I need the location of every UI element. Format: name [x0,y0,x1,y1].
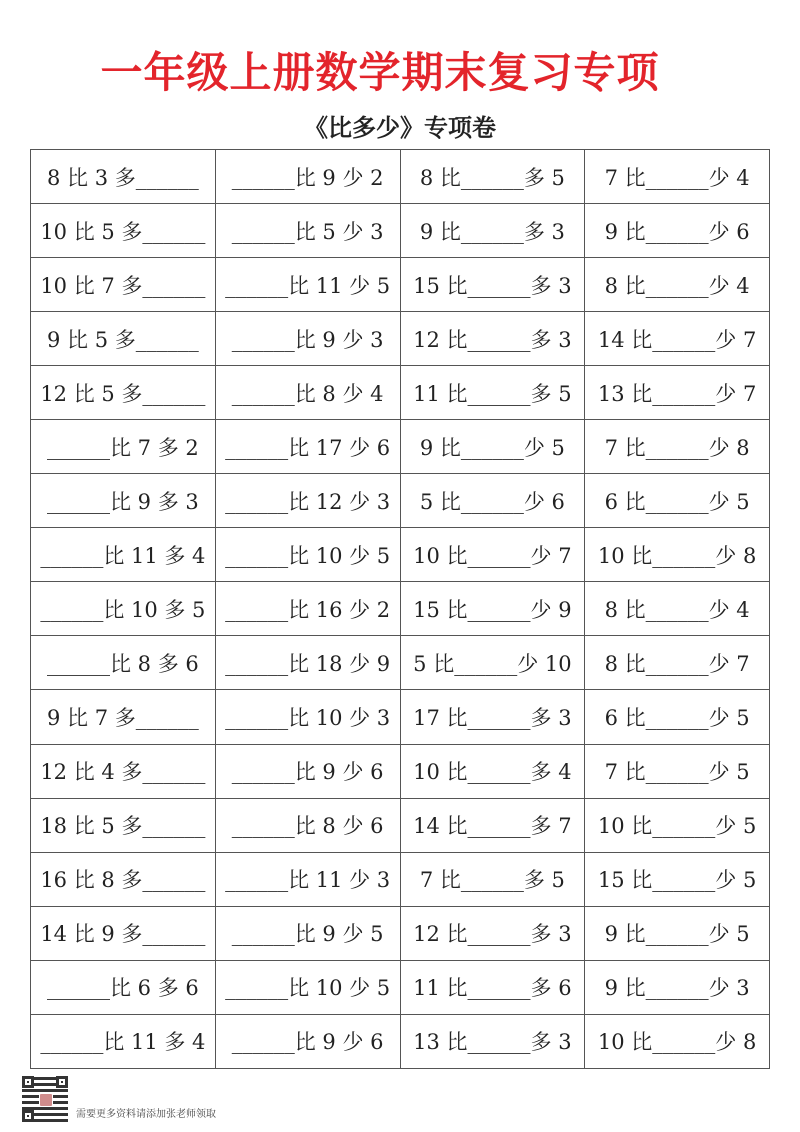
exercise-cell: ______比 11 多 4 [31,528,216,582]
exercise-cell: ______比 5 少 3 [215,204,400,258]
exercise-cell: ______比 9 少 5 [215,906,400,960]
exercise-cell: ______比 10 多 5 [31,582,216,636]
exercise-cell: 14 比 9 多______ [31,906,216,960]
exercise-cell: ______比 17 少 6 [215,420,400,474]
exercise-cell: 10 比______少 7 [400,528,585,582]
table-row [31,798,770,852]
exercise-cell: 8 比______少 7 [585,636,770,690]
exercise-cell: ______比 8 少 6 [215,798,400,852]
exercise-cell: 12 比 4 多______ [31,744,216,798]
table-row [31,582,770,636]
exercise-cell: 13 比______少 7 [585,366,770,420]
exercise-cell: 15 比______少 9 [400,582,585,636]
exercise-cell: 9 比______少 3 [585,960,770,1014]
table-row [31,852,770,906]
exercise-cell: 9 比______多 3 [400,204,585,258]
exercise-cell: ______比 8 多 6 [31,636,216,690]
table-row [31,636,770,690]
exercise-cell: 18 比 5 多______ [31,798,216,852]
exercise-cell: ______比 6 多 6 [31,960,216,1014]
exercise-cell: 17 比______多 3 [400,690,585,744]
table-row [31,690,770,744]
exercise-cell: 8 比______少 4 [585,582,770,636]
exercise-cell: 9 比______少 5 [400,420,585,474]
exercise-cell: ______比 9 少 6 [215,744,400,798]
exercise-cell: 8 比______多 5 [400,150,585,204]
exercise-cell: 9 比 5 多______ [31,312,216,366]
table-row [31,258,770,312]
table-row [31,744,770,798]
exercise-cell: ______比 12 少 3 [215,474,400,528]
exercise-cell: ______比 9 少 6 [215,1014,400,1068]
exercise-cell: 7 比______少 8 [585,420,770,474]
exercise-cell: 10 比______多 4 [400,744,585,798]
qr-code-icon [22,1076,68,1122]
exercise-cell: ______比 18 少 9 [215,636,400,690]
exercise-cell: 12 比______多 3 [400,906,585,960]
table-row [31,150,770,204]
table-row [31,474,770,528]
page-subtitle: 《比多少》专项卷 [304,114,496,142]
exercise-cell: ______比 10 少 5 [215,960,400,1014]
exercise-cell: 10 比______少 5 [585,798,770,852]
exercise-table-body [31,150,770,1069]
footer-text: 需要更多资料请添加张老师领取 [76,1109,216,1120]
exercise-cell: 7 比______多 5 [400,852,585,906]
exercise-cell: 9 比 7 多______ [31,690,216,744]
qr-avatar-icon [39,1093,53,1107]
exercise-cell: ______比 10 少 5 [215,528,400,582]
table-row [31,204,770,258]
exercise-cell: 5 比______少 6 [400,474,585,528]
exercise-cell: ______比 7 多 2 [31,420,216,474]
exercise-cell: 7 比______少 4 [585,150,770,204]
exercise-cell: 13 比______多 3 [400,1014,585,1068]
exercise-cell: ______比 16 少 2 [215,582,400,636]
exercise-cell: 15 比______多 3 [400,258,585,312]
exercise-cell: ______比 9 多 3 [31,474,216,528]
exercise-cell: 12 比______多 3 [400,312,585,366]
exercise-table [30,149,770,1069]
exercise-cell: ______比 11 少 3 [215,852,400,906]
table-row [31,366,770,420]
exercise-cell: 16 比 8 多______ [31,852,216,906]
table-row [31,1014,770,1068]
table-row [31,420,770,474]
exercise-cell: 10 比______少 8 [585,1014,770,1068]
exercise-cell: ______比 11 少 5 [215,258,400,312]
exercise-cell: 12 比 5 多______ [31,366,216,420]
exercise-cell: ______比 9 少 2 [215,150,400,204]
exercise-cell: ______比 10 少 3 [215,690,400,744]
exercise-cell: 6 比______少 5 [585,474,770,528]
table-row [31,906,770,960]
exercise-cell: 5 比______少 10 [400,636,585,690]
exercise-cell: 9 比______少 6 [585,204,770,258]
exercise-cell: 9 比______少 5 [585,906,770,960]
page-title: 一年级上册数学期末复习专项 [100,48,660,97]
exercise-cell: 14 比______少 7 [585,312,770,366]
exercise-cell: ______比 11 多 4 [31,1014,216,1068]
exercise-cell: 7 比______少 5 [585,744,770,798]
exercise-cell: 10 比______少 8 [585,528,770,582]
exercise-cell: 11 比______多 6 [400,960,585,1014]
exercise-cell: 10 比 7 多______ [31,258,216,312]
exercise-cell: 15 比______少 5 [585,852,770,906]
exercise-cell: 8 比 3 多______ [31,150,216,204]
exercise-cell: 11 比______多 5 [400,366,585,420]
exercise-cell: 6 比______少 5 [585,690,770,744]
exercise-cell: 14 比______多 7 [400,798,585,852]
exercise-cell: 8 比______少 4 [585,258,770,312]
exercise-cell: 10 比 5 多______ [31,204,216,258]
exercise-cell: ______比 8 少 4 [215,366,400,420]
table-row [31,528,770,582]
table-row [31,312,770,366]
exercise-cell: ______比 9 少 3 [215,312,400,366]
table-row [31,960,770,1014]
footer [22,1076,216,1122]
